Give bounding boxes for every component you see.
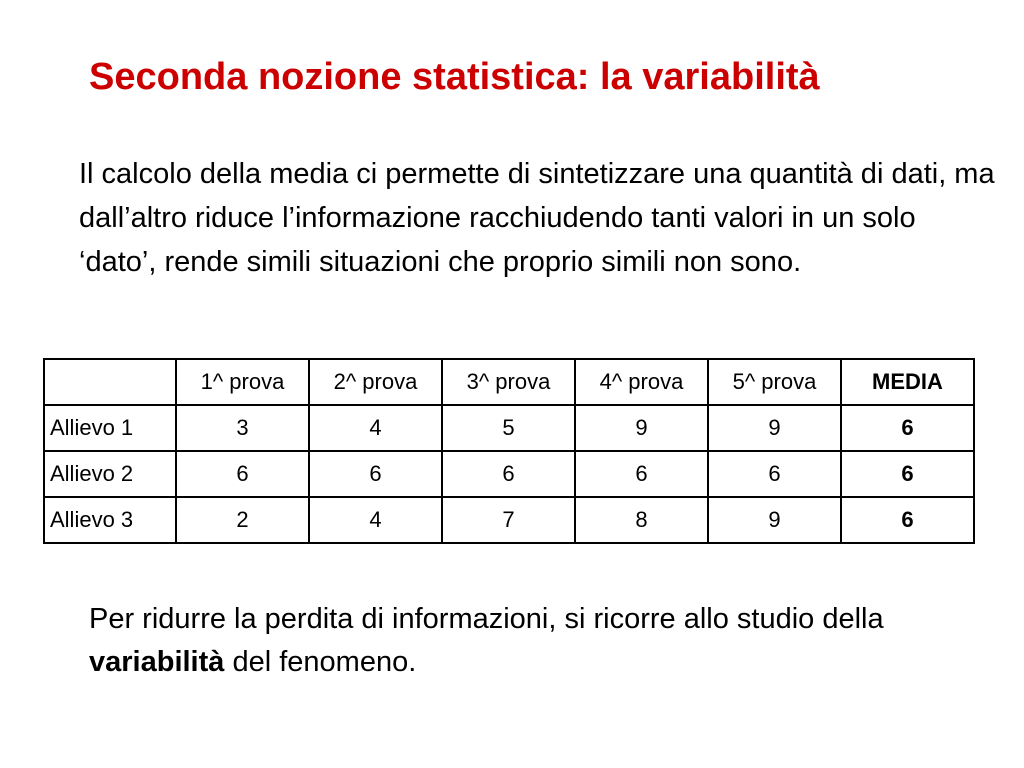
table-row bbox=[44, 497, 974, 543]
score-cell: 6 bbox=[575, 451, 708, 497]
score-cell: 4 bbox=[309, 405, 442, 451]
media-cell: 6 bbox=[841, 405, 974, 451]
header-cell: 5^ prova bbox=[708, 359, 841, 405]
media-cell: 6 bbox=[841, 451, 974, 497]
table-row bbox=[44, 451, 974, 497]
conclusion-text-before: Per ridurre la perdita di informazioni, si ricorre allo studio della bbox=[89, 603, 884, 635]
table-row bbox=[44, 405, 974, 451]
score-cell: 6 bbox=[176, 451, 309, 497]
score-cell: 7 bbox=[442, 497, 575, 543]
score-cell: 6 bbox=[708, 451, 841, 497]
header-cell: 3^ prova bbox=[442, 359, 575, 405]
score-cell: 9 bbox=[708, 497, 841, 543]
score-cell: 6 bbox=[309, 451, 442, 497]
row-label: Allievo 2 bbox=[44, 451, 176, 497]
header-cell: 1^ prova bbox=[176, 359, 309, 405]
conclusion-paragraph bbox=[89, 598, 989, 684]
score-cell: 3 bbox=[176, 405, 309, 451]
table-corner-cell bbox=[44, 359, 176, 405]
header-cell-media: MEDIA bbox=[841, 359, 974, 405]
score-cell: 9 bbox=[575, 405, 708, 451]
score-cell: 4 bbox=[309, 497, 442, 543]
intro-paragraph: Il calcolo della media ci permette di sintetizzare una quantità di dati, ma dall’altro riduce l’informazione racchiudendo tanti valori in un solo ‘dato’, rende simili situazioni che proprio simili non sono. bbox=[79, 158, 995, 278]
row-label: Allievo 3 bbox=[44, 497, 176, 543]
media-cell: 6 bbox=[841, 497, 974, 543]
score-cell: 5 bbox=[442, 405, 575, 451]
slide-title: Seconda nozione statistica: la variabilità bbox=[89, 56, 820, 98]
header-cell: 2^ prova bbox=[309, 359, 442, 405]
score-cell: 2 bbox=[176, 497, 309, 543]
table-header-row bbox=[44, 359, 974, 405]
conclusion-emphasis: variabilità bbox=[89, 646, 225, 678]
header-cell: 4^ prova bbox=[575, 359, 708, 405]
score-cell: 9 bbox=[708, 405, 841, 451]
score-cell: 6 bbox=[442, 451, 575, 497]
scores-table bbox=[43, 358, 975, 544]
conclusion-text-after: del fenomeno. bbox=[224, 646, 417, 678]
score-cell: 8 bbox=[575, 497, 708, 543]
row-label: Allievo 1 bbox=[44, 405, 176, 451]
scores-table-container bbox=[43, 358, 975, 544]
